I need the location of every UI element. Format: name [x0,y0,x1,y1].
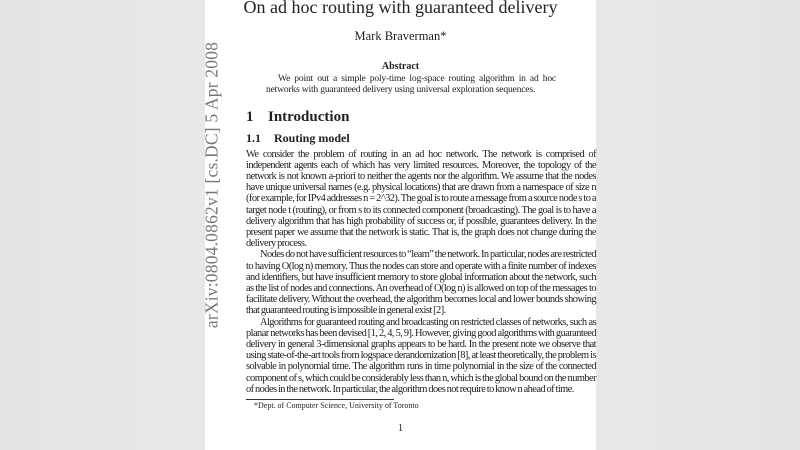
body-text [246,149,596,395]
page-number: 1 [397,423,404,435]
section-number: 1 [246,108,254,125]
subsection-number: 1.1 [246,130,261,145]
section-heading [246,108,596,126]
page-content [243,0,596,435]
footnote-rule [246,399,394,400]
section-title: Introduction [268,108,350,125]
arxiv-stamp: arXiv:0804.0862v1 [cs.DC] 5 Apr 2008 [201,41,222,329]
paragraph: Algorithms for guaranteed routing and broadcasting on restricted classes of networks, such as planar networks has been devised [1, 2, 4, 5, 9]. However, giving good algorithms with guaranteed delivery in general 3-dimensional graphs appears to be hard. In the present note we observe that using state-of-the-art tools from logspace derandomization [8], at least theoretically, the problem is solvable in polynomial time. The algorithm runs in time polynomial in the size of the connected component of s, which could be considerably less than n, which is the global bound on the number of nodes in the network. In particular, the algorithm does not require to know n ahead of time. [246,316,596,395]
abstract-text: We point out a simple poly-time log-space routing algorithm in ad hoc networks with guaranteed delivery using universal exploration sequences. [266,73,556,96]
footnote: *Dept. of Computer Science, University of Toronto [254,401,419,411]
paper-author: Mark Braverman* [354,29,447,43]
abstract-heading: Abstract [381,61,420,72]
subsection-heading [246,131,596,146]
paper-title: On ad hoc routing with guaranteed delivery [243,0,558,17]
subsection-title: Routing model [274,130,350,145]
paragraph: Nodes do not have sufficient resources to “learn” the network. In particular, nodes are restricted to having O(log n) memory. Thus the nodes can store and operate with a finite number of indexes and identifiers, but have insufficient memory to store global information about the network, such as the list of nodes and connections. An overhead of O(log n) is allowed on top of the messages to facilitate delivery. Without the overhead, the algorithm becomes local and lower bounds showing that guaranteed routing is impossible in general exist [2]. [246,249,596,317]
paragraph: We consider the problem of routing in an ad hoc network. The network is comprised of independent agents each of which has very limited resources. Moreover, the topology of the network is not known a-priori to neither the agents nor the algorithm. We assume that the nodes have unique universal names (e.g. physical locations) that are drawn from a namespace of size n (for example, for IPv4 addresses n = 2^32). The goal is to route a message from a source node s to a target node t (routing), or from s to its connected component (broadcasting). The goal is to have a delivery algorithm that has high probability of success or, if possible, guarantees delivery. In the present paper we assume that the network is static. That is, the graph does not change during the delivery process. [246,148,596,250]
